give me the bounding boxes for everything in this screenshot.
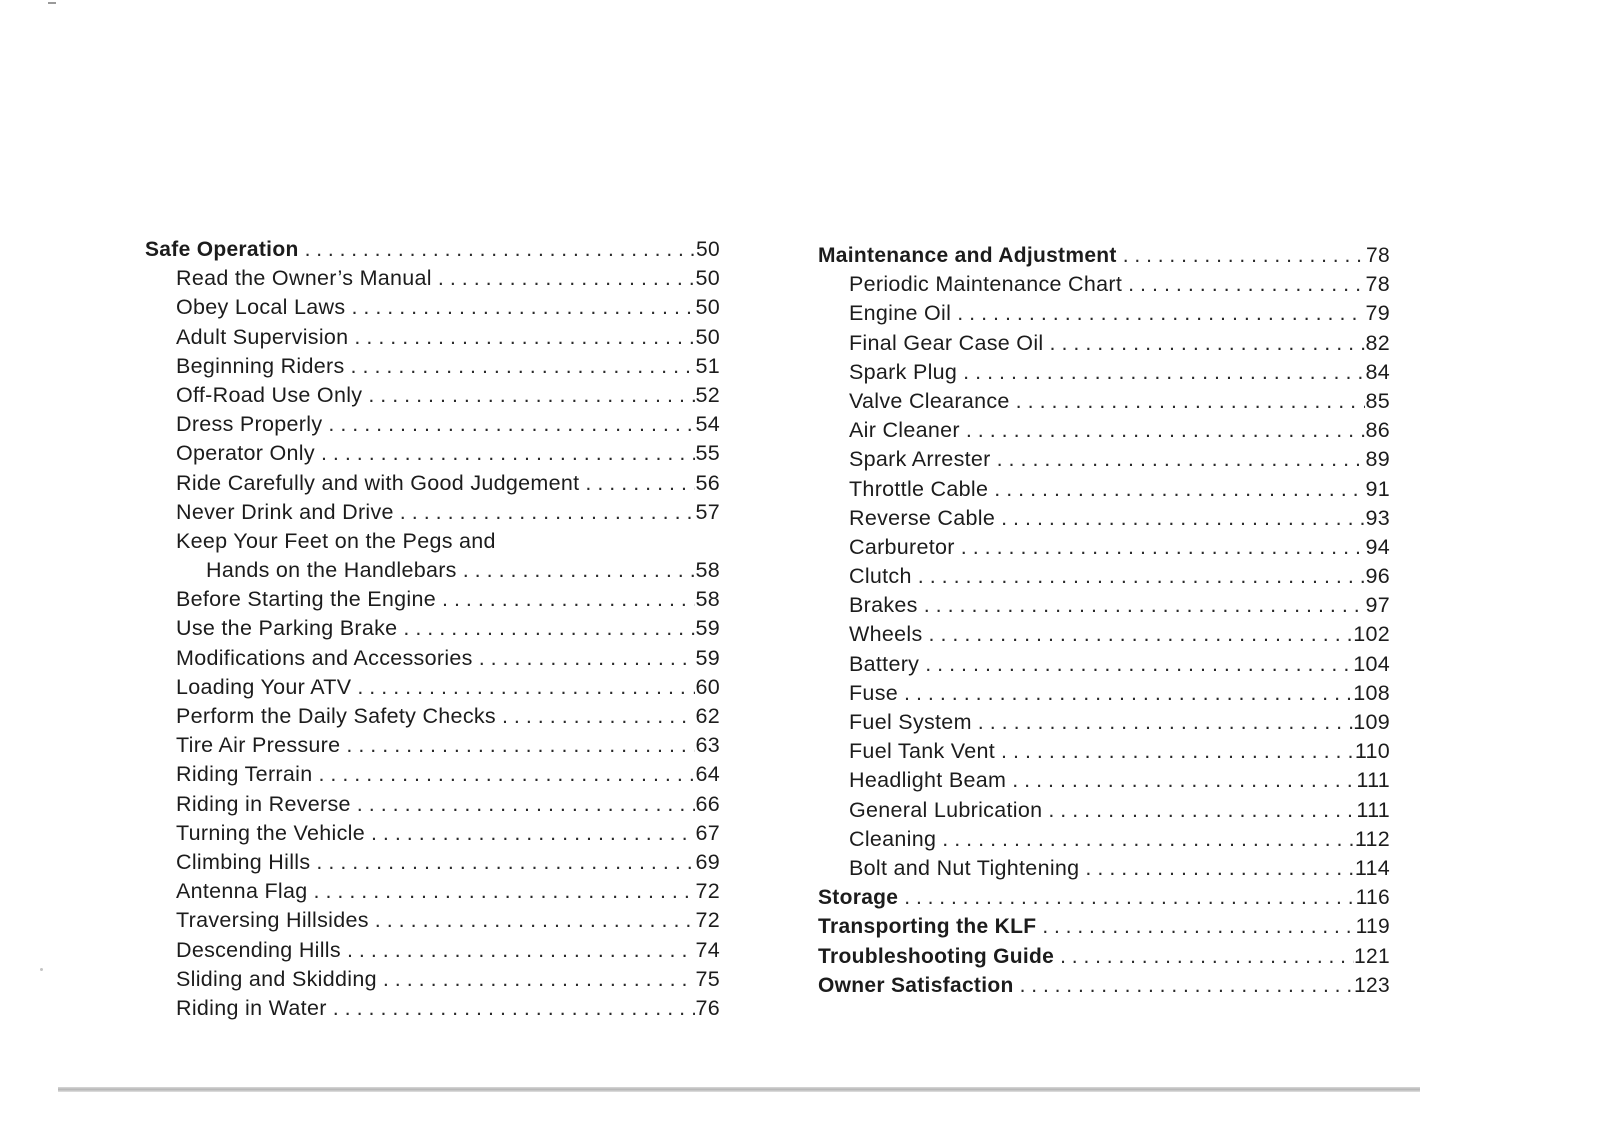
toc-entry-title: Fuse: [849, 680, 898, 705]
toc-entry: [145, 614, 720, 643]
toc-page-number: 121: [1354, 944, 1390, 968]
toc-page-number: 67: [695, 820, 720, 845]
toc-entry: [145, 469, 720, 498]
toc-entry: [145, 760, 720, 789]
toc-entry: [145, 994, 720, 1023]
toc-page-number: 94: [1365, 534, 1390, 559]
toc-entry: [145, 848, 720, 877]
toc-entry-title: Safe Operation: [145, 238, 299, 261]
toc-page-number: 72: [695, 908, 720, 933]
toc-entry-title: Antenna Flag: [176, 879, 308, 904]
toc-entry-title: Hands on the Handlebars: [206, 558, 457, 583]
toc-entry-title: Cleaning: [849, 826, 937, 851]
toc-page-number: 86: [1365, 418, 1390, 443]
toc-entry-title: Troubleshooting Guide: [818, 944, 1055, 968]
dot-leader: [898, 679, 1353, 708]
toc-page-number: 112: [1354, 826, 1390, 851]
toc-entry: [145, 673, 720, 702]
toc-page-number: 74: [695, 937, 720, 962]
toc-page-number: 54: [695, 412, 720, 437]
toc-entry: [145, 381, 720, 410]
toc-page-number: 109: [1353, 710, 1390, 734]
dot-leader: [923, 620, 1354, 649]
toc-entry: [145, 702, 720, 731]
toc-entry-title: Read the Owner’s Manual: [176, 266, 432, 291]
toc-entry-title: Dress Properly: [176, 412, 323, 437]
toc-entry: [818, 708, 1390, 737]
dot-leader: [299, 235, 696, 264]
toc-entry: [818, 329, 1390, 358]
toc-entry-title: Fuel Tank Vent: [849, 739, 996, 764]
toc-entry: [145, 906, 720, 935]
toc-entry-title: Headlight Beam: [849, 768, 1007, 793]
toc-entry-title: Carburetor: [849, 534, 955, 559]
toc-page-number: 108: [1353, 680, 1390, 705]
toc-entry-title: Air Cleaner: [849, 418, 960, 443]
dot-leader: [394, 498, 696, 527]
toc-page-number: 104: [1353, 651, 1390, 676]
toc-page-number: 78: [1365, 272, 1390, 297]
dot-leader: [369, 906, 696, 935]
dot-leader: [955, 533, 1366, 562]
toc-entry: [145, 936, 720, 965]
toc-page-number: 75: [695, 966, 720, 991]
toc-entry-title: Sliding and Skidding: [176, 966, 377, 991]
dot-leader: [1079, 854, 1354, 883]
toc-section-heading: [818, 971, 1390, 1000]
dot-leader: [340, 731, 695, 760]
toc-entry-title: Before Starting the Engine: [176, 587, 436, 612]
dot-leader: [312, 760, 695, 789]
dot-leader: [345, 352, 696, 381]
toc-entry-title: Keep Your Feet on the Pegs and: [176, 528, 496, 553]
toc-page-number: 50: [695, 324, 720, 349]
dot-leader: [362, 381, 695, 410]
toc-entry-title: Descending Hills: [176, 937, 341, 962]
toc-page-number: 110: [1354, 739, 1390, 764]
toc-entry-title: Battery: [849, 651, 920, 676]
toc-page-number: 97: [1365, 593, 1390, 618]
toc-entry: [145, 819, 720, 848]
toc-entry-title: Valve Clearance: [849, 388, 1010, 413]
dot-leader: [919, 650, 1353, 679]
dot-leader: [1122, 270, 1365, 299]
toc-page-number: 114: [1354, 855, 1390, 880]
toc-page-number: 89: [1365, 447, 1390, 472]
toc-entry-title: Riding in Water: [176, 995, 327, 1020]
toc-entry: [818, 766, 1390, 795]
toc-entry-title: Fuel System: [849, 710, 972, 734]
dot-leader: [1117, 241, 1366, 270]
toc-page-number: 56: [695, 470, 720, 495]
toc-page-number: 123: [1354, 973, 1390, 997]
toc-page-number: 59: [695, 645, 720, 670]
toc-page-number: 119: [1355, 915, 1390, 939]
toc-section-heading: [818, 883, 1390, 912]
toc-entry-title: Spark Arrester: [849, 447, 991, 472]
dot-leader: [348, 323, 695, 352]
toc-entry: [145, 323, 720, 352]
toc-entry-title: Modifications and Accessories: [176, 645, 473, 670]
toc-page-number: 50: [695, 295, 720, 320]
toc-page-number: 72: [695, 879, 720, 904]
toc-entry: [818, 416, 1390, 445]
toc-entry: [145, 585, 720, 614]
toc-entry-title: Off-Road Use Only: [176, 382, 363, 407]
dot-leader: [341, 936, 696, 965]
toc-entry-title: Tire Air Pressure: [176, 733, 341, 758]
toc-page-number: 93: [1365, 505, 1390, 530]
toc-entry-title: Clutch: [849, 564, 912, 589]
toc-page-number: 62: [695, 704, 720, 728]
dot-leader: [365, 819, 696, 848]
dot-leader: [912, 562, 1366, 591]
toc-page-number: 58: [695, 558, 720, 583]
dot-leader: [310, 848, 695, 877]
toc-page-number: 76: [695, 995, 720, 1020]
toc-page-number: 51: [695, 353, 720, 378]
toc-entry-title: Final Gear Case Oil: [849, 330, 1044, 355]
toc-page-number: 91: [1365, 476, 1390, 501]
toc-entry: [818, 796, 1390, 825]
dot-leader: [972, 708, 1353, 737]
toc-entry-title: Turning the Vehicle: [176, 820, 365, 845]
dot-leader: [951, 299, 1365, 328]
toc-entry: [145, 352, 720, 381]
toc-entry-title: Riding in Reverse: [176, 791, 351, 816]
toc-page-number: 60: [695, 674, 720, 699]
toc-page-number: 50: [696, 238, 720, 261]
dot-leader: [991, 445, 1366, 474]
toc-entry-title: General Lubrication: [849, 797, 1043, 822]
toc-entry-title: Transporting the KLF: [818, 915, 1037, 939]
dot-leader: [351, 790, 696, 819]
dot-leader: [1014, 971, 1354, 1000]
toc-page-number: 64: [695, 762, 720, 787]
toc-page-number: 96: [1365, 564, 1390, 589]
toc-entry-title: Climbing Hills: [176, 849, 311, 874]
dot-leader: [457, 556, 696, 585]
toc-entry: [145, 527, 720, 556]
toc-page-number: 116: [1355, 886, 1390, 910]
scan-mark: [48, 2, 56, 4]
toc-page-number: 111: [1356, 768, 1390, 793]
toc-entry-title: Wheels: [849, 622, 923, 647]
dot-leader: [315, 439, 696, 468]
toc-entry: [145, 264, 720, 293]
toc-entry-title: Obey Local Laws: [176, 295, 346, 320]
toc-entry-title: Loading Your ATV: [176, 674, 352, 699]
toc-entry-title: Bolt and Nut Tightening: [849, 855, 1080, 880]
toc-entry-title: Periodic Maintenance Chart: [849, 272, 1123, 297]
toc-entry: [818, 299, 1390, 328]
dot-leader: [473, 644, 696, 673]
dot-leader: [1042, 796, 1356, 825]
dot-leader: [995, 737, 1355, 766]
toc-entry: [145, 790, 720, 819]
toc-entry-title: Never Drink and Drive: [176, 499, 394, 524]
toc-left-column: [145, 235, 720, 1023]
toc-page-number: 57: [695, 499, 720, 524]
toc-entry-title: Throttle Cable: [849, 476, 989, 501]
toc-entry-title: Brakes: [849, 593, 918, 618]
toc-page-number: 59: [695, 616, 720, 641]
toc-section-heading: [145, 235, 720, 264]
toc-entry: [818, 737, 1390, 766]
dot-leader: [918, 591, 1366, 620]
dot-leader: [957, 358, 1365, 387]
toc-page-number: 63: [695, 733, 720, 758]
toc-entry: [818, 620, 1390, 649]
toc-entry: [818, 854, 1390, 883]
toc-entry-title: Beginning Riders: [176, 353, 345, 378]
toc-entry: [818, 591, 1390, 620]
toc-entry: [145, 498, 720, 527]
toc-entry: [818, 504, 1390, 533]
toc-entry-title: Reverse Cable: [849, 505, 996, 530]
toc-entry: [145, 439, 720, 468]
toc-entry: [145, 644, 720, 673]
toc-entry: [818, 679, 1390, 708]
toc-entry: [818, 270, 1390, 299]
toc-page-number: 79: [1365, 301, 1390, 326]
dot-leader: [432, 264, 696, 293]
toc-page-number: 69: [695, 849, 720, 874]
dot-leader: [345, 293, 695, 322]
toc-entry: [145, 731, 720, 760]
dot-leader: [988, 475, 1365, 504]
dot-leader: [322, 410, 695, 439]
dot-leader: [327, 994, 696, 1023]
toc-entry: [818, 445, 1390, 474]
toc-page-number: 78: [1366, 244, 1390, 267]
toc-page-number: 50: [695, 266, 720, 291]
toc-entry: [818, 358, 1390, 387]
toc-entry-title: Owner Satisfaction: [818, 973, 1014, 997]
dot-leader: [936, 825, 1355, 854]
toc-entry: [145, 293, 720, 322]
toc-entry: [145, 965, 720, 994]
dot-leader: [1044, 329, 1366, 358]
toc-page-number: 84: [1365, 359, 1390, 384]
dot-leader: [397, 614, 695, 643]
toc-page-number: 111: [1356, 797, 1390, 822]
toc-entry-title: Use the Parking Brake: [176, 616, 398, 641]
toc-entry-title: Ride Carefully and with Good Judgement: [176, 470, 580, 495]
toc-section-heading: [818, 241, 1390, 270]
dot-leader: [1010, 387, 1366, 416]
dot-leader: [308, 877, 696, 906]
dot-leader: [1006, 766, 1356, 795]
toc-entry: [145, 877, 720, 906]
toc-entry-title: Engine Oil: [849, 301, 952, 326]
dot-leader: [995, 504, 1365, 533]
toc-page-number: 102: [1353, 622, 1390, 647]
toc-entry: [145, 556, 720, 585]
toc-entry: [818, 475, 1390, 504]
dot-leader: [351, 673, 695, 702]
toc-entry: [818, 562, 1390, 591]
toc-entry-title: Perform the Daily Safety Checks: [176, 704, 496, 728]
toc-right-column: [818, 241, 1390, 1000]
toc-page-number: 52: [695, 382, 720, 407]
dot-leader: [1036, 912, 1355, 941]
dot-leader: [496, 702, 696, 731]
toc-entry-title: Adult Supervision: [176, 324, 349, 349]
toc-entry-title: Riding Terrain: [176, 762, 313, 787]
toc-page-number: 58: [695, 587, 720, 612]
dot-leader: [436, 585, 695, 614]
toc-entry: [818, 650, 1390, 679]
toc-entry: [818, 387, 1390, 416]
toc-page-number: 82: [1365, 330, 1390, 355]
toc-entry-title: Operator Only: [176, 441, 315, 466]
toc-entry: [818, 533, 1390, 562]
toc-entry: [818, 825, 1390, 854]
toc-page-number: 66: [695, 791, 720, 816]
dot-leader: [579, 469, 695, 498]
toc-entry-title: Traversing Hillsides: [176, 908, 369, 933]
toc-entry-title: Storage: [818, 886, 899, 910]
dot-leader: [377, 965, 696, 994]
bottom-rule-divider: [58, 1087, 1420, 1092]
toc-entry: [145, 410, 720, 439]
toc-page-number: 55: [695, 441, 720, 466]
dot-leader: [960, 416, 1366, 445]
dot-leader: [898, 883, 1355, 912]
toc-section-heading: [818, 942, 1390, 971]
toc-entry-title: Spark Plug: [849, 359, 958, 384]
toc-page-number: 85: [1365, 388, 1390, 413]
toc-section-heading: [818, 912, 1390, 941]
scan-speck: [40, 968, 43, 971]
toc-entry-title: Maintenance and Adjustment: [818, 244, 1117, 267]
dot-leader: [1054, 942, 1354, 971]
